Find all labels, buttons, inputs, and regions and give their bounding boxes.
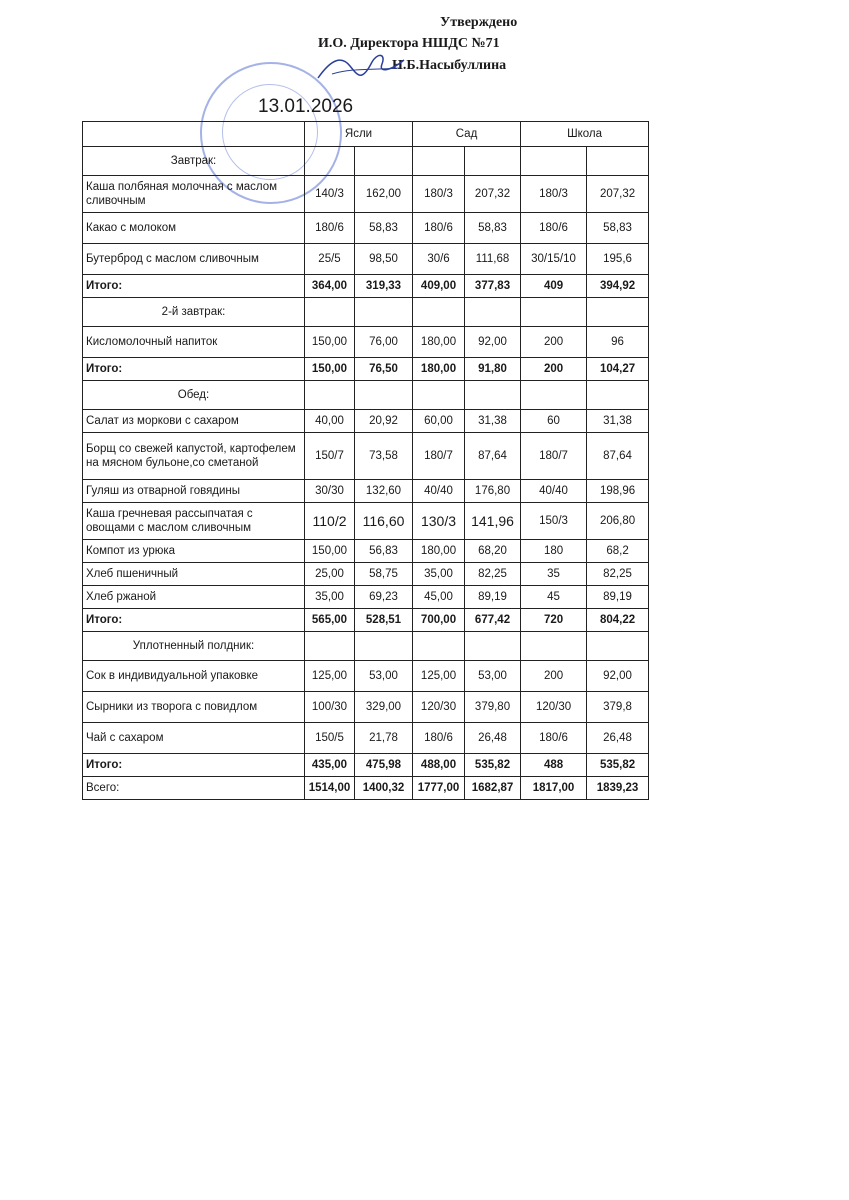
section-row xyxy=(83,632,649,661)
dish-name: Бутерброд с маслом сливочным xyxy=(83,244,305,275)
dish-name: Сок в индивидуальной упаковке xyxy=(83,661,305,692)
value-cell: 69,23 xyxy=(355,586,413,609)
value-cell: 180/3 xyxy=(413,176,465,213)
value-cell: 21,78 xyxy=(355,723,413,754)
value-cell: 329,00 xyxy=(355,692,413,723)
dish-name: Салат из моркови с сахаром xyxy=(83,410,305,433)
value-cell: 200 xyxy=(521,327,587,358)
total-value: 700,00 xyxy=(413,609,465,632)
grand-total-value: 1839,23 xyxy=(587,777,649,800)
total-value: 150,00 xyxy=(305,358,355,381)
value-cell: 180/7 xyxy=(521,433,587,480)
value-cell: 120/30 xyxy=(413,692,465,723)
dish-name: Борщ со свежей капустой, картофелем на мясном бульоне,со сметаной xyxy=(83,433,305,480)
approval-position: И.О. Директора НШДС №71 xyxy=(318,36,500,51)
dish-name: Каша гречневая рассыпчатая с овощами с маслом сливочным xyxy=(83,503,305,540)
value-cell: 200 xyxy=(521,661,587,692)
value-cell: 20,92 xyxy=(355,410,413,433)
value-cell: 207,32 xyxy=(465,176,521,213)
dish-name: Каша полбяная молочная с маслом сливочным xyxy=(83,176,305,213)
total-value: 104,27 xyxy=(587,358,649,381)
value-cell: 58,83 xyxy=(355,213,413,244)
value-cell: 87,64 xyxy=(587,433,649,480)
empty-cell xyxy=(465,147,521,176)
value-cell: 56,83 xyxy=(355,540,413,563)
value-cell: 110/2 xyxy=(305,503,355,540)
empty-cell xyxy=(465,381,521,410)
value-cell: 125,00 xyxy=(305,661,355,692)
empty-cell xyxy=(413,298,465,327)
value-cell: 150/7 xyxy=(305,433,355,480)
total-row xyxy=(83,609,649,632)
value-cell: 58,75 xyxy=(355,563,413,586)
value-cell: 76,00 xyxy=(355,327,413,358)
value-cell: 30/15/10 xyxy=(521,244,587,275)
value-cell: 26,48 xyxy=(465,723,521,754)
value-cell: 25/5 xyxy=(305,244,355,275)
value-cell: 53,00 xyxy=(355,661,413,692)
table-row xyxy=(83,327,649,358)
empty-cell xyxy=(305,298,355,327)
total-value: 319,33 xyxy=(355,275,413,298)
approval-name: Н.Б.Насыбуллина xyxy=(392,58,507,73)
value-cell: 180 xyxy=(521,540,587,563)
total-value: 535,82 xyxy=(465,754,521,777)
value-cell: 379,8 xyxy=(587,692,649,723)
value-cell: 25,00 xyxy=(305,563,355,586)
grand-total-value: 1817,00 xyxy=(521,777,587,800)
empty-cell xyxy=(521,381,587,410)
total-value: 76,50 xyxy=(355,358,413,381)
value-cell: 40,00 xyxy=(305,410,355,433)
value-cell: 206,80 xyxy=(587,503,649,540)
empty-cell xyxy=(521,298,587,327)
menu-date: 13.01.2026 xyxy=(258,96,354,117)
value-cell: 35,00 xyxy=(413,563,465,586)
section-row xyxy=(83,381,649,410)
table-row xyxy=(83,244,649,275)
total-value: 528,51 xyxy=(355,609,413,632)
header-group: Ясли xyxy=(305,122,413,147)
value-cell: 180/6 xyxy=(413,723,465,754)
value-cell: 111,68 xyxy=(465,244,521,275)
empty-cell xyxy=(587,381,649,410)
empty-cell xyxy=(521,632,587,661)
header-empty-cell xyxy=(83,122,305,147)
grand-total-value: 1400,32 xyxy=(355,777,413,800)
value-cell: 100/30 xyxy=(305,692,355,723)
table-row xyxy=(83,503,649,540)
table-row xyxy=(83,692,649,723)
grand-total-value: 1777,00 xyxy=(413,777,465,800)
empty-cell xyxy=(587,632,649,661)
value-cell: 176,80 xyxy=(465,480,521,503)
table-row xyxy=(83,661,649,692)
section-title: Уплотненный полдник: xyxy=(83,632,305,661)
value-cell: 198,96 xyxy=(587,480,649,503)
section-row xyxy=(83,298,649,327)
value-cell: 45,00 xyxy=(413,586,465,609)
total-value: 804,22 xyxy=(587,609,649,632)
empty-cell xyxy=(587,147,649,176)
value-cell: 195,6 xyxy=(587,244,649,275)
table-row xyxy=(83,176,649,213)
section-title: 2-й завтрак: xyxy=(83,298,305,327)
total-value: 720 xyxy=(521,609,587,632)
value-cell: 87,64 xyxy=(465,433,521,480)
dish-name: Хлеб ржаной xyxy=(83,586,305,609)
value-cell: 30/30 xyxy=(305,480,355,503)
total-value: 180,00 xyxy=(413,358,465,381)
value-cell: 150,00 xyxy=(305,540,355,563)
table-row xyxy=(83,410,649,433)
value-cell: 58,83 xyxy=(465,213,521,244)
grand-total-label: Всего: xyxy=(83,777,305,800)
empty-cell xyxy=(355,298,413,327)
grand-total-value: 1682,87 xyxy=(465,777,521,800)
value-cell: 45 xyxy=(521,586,587,609)
dish-name: Какао с молоком xyxy=(83,213,305,244)
value-cell: 379,80 xyxy=(465,692,521,723)
value-cell: 89,19 xyxy=(587,586,649,609)
value-cell: 53,00 xyxy=(465,661,521,692)
value-cell: 150/3 xyxy=(521,503,587,540)
total-value: 565,00 xyxy=(305,609,355,632)
table-row xyxy=(83,563,649,586)
value-cell: 68,20 xyxy=(465,540,521,563)
value-cell: 150,00 xyxy=(305,327,355,358)
value-cell: 132,60 xyxy=(355,480,413,503)
table-row xyxy=(83,586,649,609)
value-cell: 40/40 xyxy=(521,480,587,503)
value-cell: 98,50 xyxy=(355,244,413,275)
value-cell: 180,00 xyxy=(413,540,465,563)
value-cell: 116,60 xyxy=(355,503,413,540)
table-row xyxy=(83,213,649,244)
header-group: Школа xyxy=(521,122,649,147)
total-value: 409 xyxy=(521,275,587,298)
section-title: Завтрак: xyxy=(83,147,305,176)
dish-name: Компот из урюка xyxy=(83,540,305,563)
total-label: Итого: xyxy=(83,358,305,381)
value-cell: 35,00 xyxy=(305,586,355,609)
value-cell: 73,58 xyxy=(355,433,413,480)
empty-cell xyxy=(587,298,649,327)
value-cell: 68,2 xyxy=(587,540,649,563)
total-value: 364,00 xyxy=(305,275,355,298)
value-cell: 82,25 xyxy=(587,563,649,586)
table-row xyxy=(83,723,649,754)
value-cell: 180/6 xyxy=(521,723,587,754)
empty-cell xyxy=(413,381,465,410)
empty-cell xyxy=(465,632,521,661)
value-cell: 140/3 xyxy=(305,176,355,213)
empty-cell xyxy=(355,381,413,410)
empty-cell xyxy=(355,632,413,661)
value-cell: 89,19 xyxy=(465,586,521,609)
total-value: 377,83 xyxy=(465,275,521,298)
empty-cell xyxy=(305,381,355,410)
menu-table xyxy=(82,121,649,800)
value-cell: 120/30 xyxy=(521,692,587,723)
empty-cell xyxy=(305,147,355,176)
empty-cell xyxy=(465,298,521,327)
total-value: 475,98 xyxy=(355,754,413,777)
table-header-row xyxy=(83,122,649,147)
empty-cell xyxy=(413,632,465,661)
value-cell: 82,25 xyxy=(465,563,521,586)
value-cell: 40/40 xyxy=(413,480,465,503)
value-cell: 35 xyxy=(521,563,587,586)
table-row xyxy=(83,433,649,480)
table-row xyxy=(83,540,649,563)
dish-name: Кисломолочный напиток xyxy=(83,327,305,358)
total-value: 91,80 xyxy=(465,358,521,381)
value-cell: 92,00 xyxy=(587,661,649,692)
section-row xyxy=(83,147,649,176)
total-value: 488,00 xyxy=(413,754,465,777)
value-cell: 30/6 xyxy=(413,244,465,275)
empty-cell xyxy=(413,147,465,176)
total-label: Итого: xyxy=(83,609,305,632)
total-row xyxy=(83,754,649,777)
value-cell: 60,00 xyxy=(413,410,465,433)
total-value: 677,42 xyxy=(465,609,521,632)
value-cell: 180/6 xyxy=(521,213,587,244)
dish-name: Хлеб пшеничный xyxy=(83,563,305,586)
value-cell: 92,00 xyxy=(465,327,521,358)
value-cell: 96 xyxy=(587,327,649,358)
value-cell: 162,00 xyxy=(355,176,413,213)
total-label: Итого: xyxy=(83,275,305,298)
empty-cell xyxy=(355,147,413,176)
total-value: 409,00 xyxy=(413,275,465,298)
value-cell: 180/6 xyxy=(413,213,465,244)
empty-cell xyxy=(305,632,355,661)
value-cell: 180/7 xyxy=(413,433,465,480)
signature-icon xyxy=(312,48,408,88)
total-label: Итого: xyxy=(83,754,305,777)
total-value: 200 xyxy=(521,358,587,381)
section-title: Обед: xyxy=(83,381,305,410)
total-value: 435,00 xyxy=(305,754,355,777)
value-cell: 125,00 xyxy=(413,661,465,692)
grand-total-value: 1514,00 xyxy=(305,777,355,800)
dish-name: Сырники из творога с повидлом xyxy=(83,692,305,723)
total-value: 488 xyxy=(521,754,587,777)
header-group: Сад xyxy=(413,122,521,147)
value-cell: 150/5 xyxy=(305,723,355,754)
total-row xyxy=(83,358,649,381)
value-cell: 60 xyxy=(521,410,587,433)
value-cell: 180/6 xyxy=(305,213,355,244)
approval-title: Утверждено xyxy=(440,15,518,30)
value-cell: 180,00 xyxy=(413,327,465,358)
value-cell: 141,96 xyxy=(465,503,521,540)
dish-name: Гуляш из отварной говядины xyxy=(83,480,305,503)
value-cell: 58,83 xyxy=(587,213,649,244)
total-value: 535,82 xyxy=(587,754,649,777)
empty-cell xyxy=(521,147,587,176)
value-cell: 31,38 xyxy=(465,410,521,433)
table-row xyxy=(83,480,649,503)
value-cell: 130/3 xyxy=(413,503,465,540)
grand-total-row xyxy=(83,777,649,800)
value-cell: 26,48 xyxy=(587,723,649,754)
total-value: 394,92 xyxy=(587,275,649,298)
total-row xyxy=(83,275,649,298)
value-cell: 180/3 xyxy=(521,176,587,213)
value-cell: 31,38 xyxy=(587,410,649,433)
value-cell: 207,32 xyxy=(587,176,649,213)
dish-name: Чай с сахаром xyxy=(83,723,305,754)
